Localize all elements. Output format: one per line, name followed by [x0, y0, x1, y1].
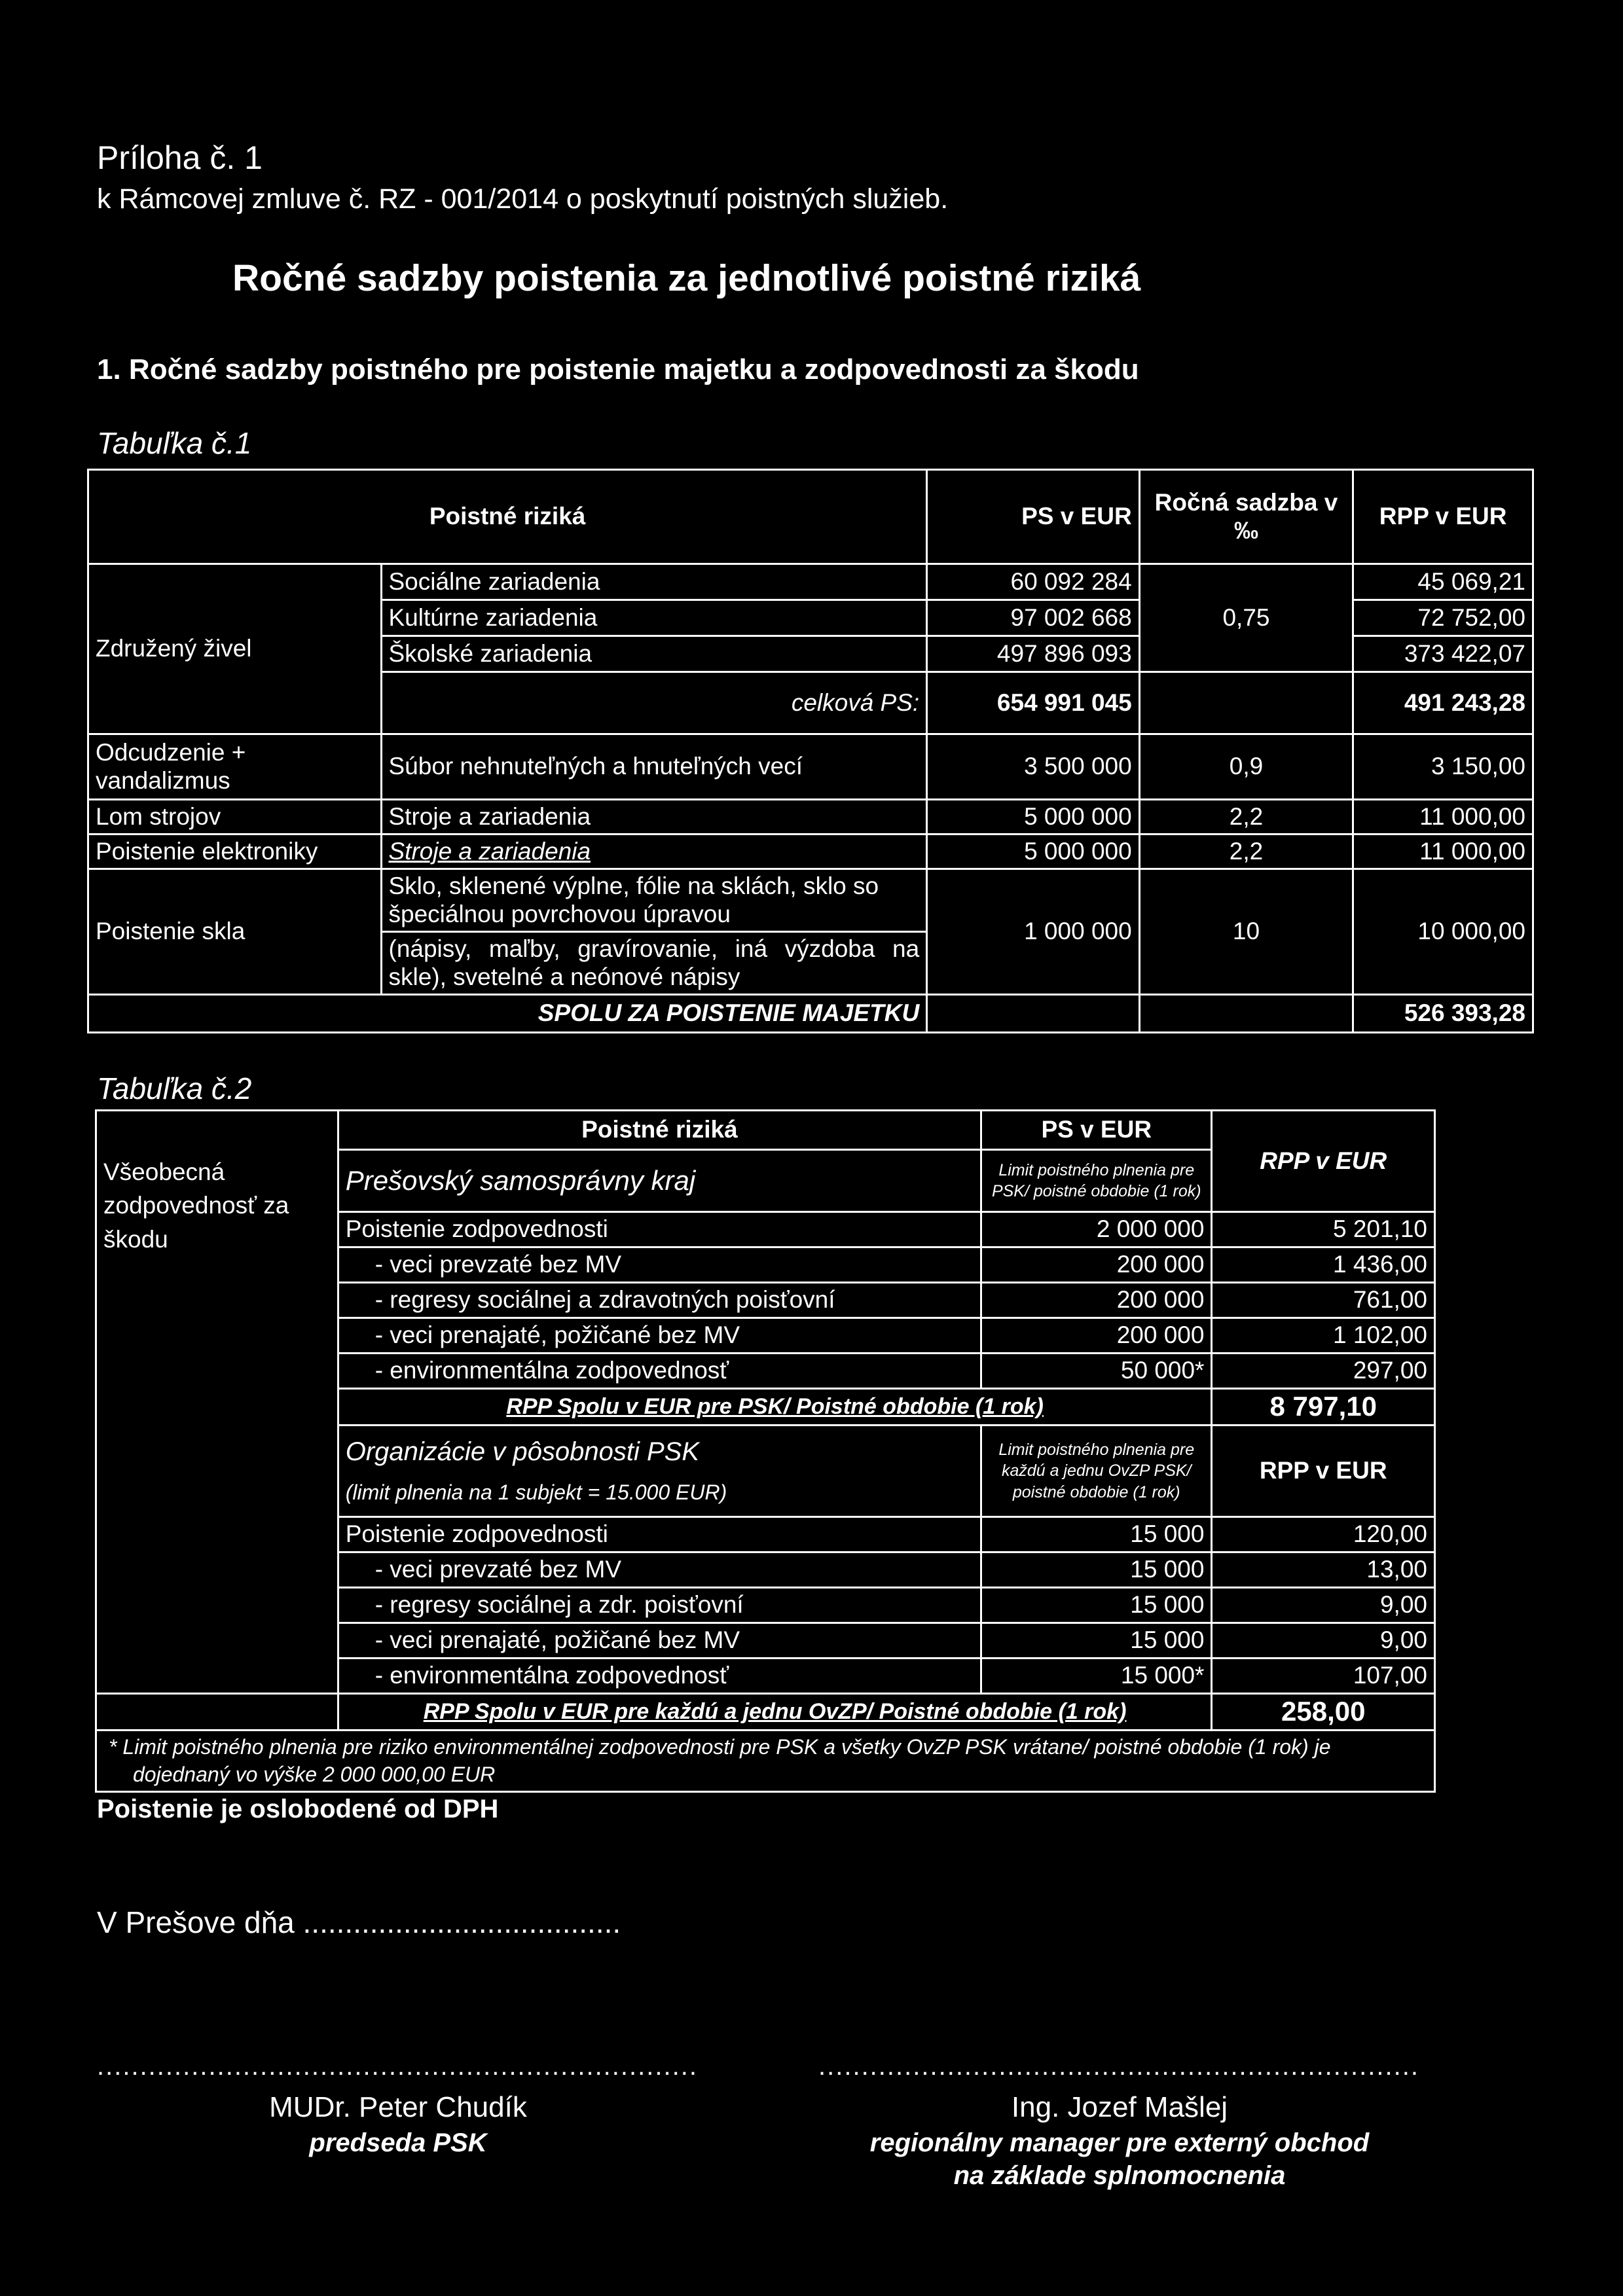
- header-risks: Poistné riziká: [338, 1111, 981, 1150]
- empty-cell: [96, 1694, 338, 1731]
- grand-total-label: SPOLU ZA POISTENIE MAJETKU: [88, 995, 927, 1033]
- annex-title: Príloha č. 1: [97, 139, 263, 176]
- org-name-note: (limit plnenia na 1 subjekt = 15.000 EUR): [345, 1480, 727, 1504]
- signature-line-right: ......................................................................: [818, 2052, 1419, 2081]
- header-rate: Ročná sadzba v ‰: [1139, 470, 1353, 564]
- page-title: Ročné sadzby poistenia za jednotlivé poistné riziká: [232, 257, 1141, 299]
- row-rpp: 5 201,10: [1212, 1212, 1435, 1247]
- row-name: Školské zariadenia: [381, 636, 927, 672]
- group-lom: Lom strojov: [88, 800, 382, 834]
- row-name: - veci prenajaté, požičané bez MV: [338, 1318, 981, 1354]
- row-name: - veci prenajaté, požičané bez MV: [338, 1623, 981, 1659]
- header-rpp: RPP v EUR: [1353, 470, 1533, 564]
- row-ps: 200 000: [981, 1283, 1212, 1318]
- row-name: - veci prevzaté bez MV: [338, 1552, 981, 1588]
- header-risks: Poistné riziká: [88, 470, 927, 564]
- row-rpp: 11 000,00: [1353, 834, 1533, 869]
- org-name-title: Organizácie v pôsobnosti PSK: [345, 1437, 699, 1466]
- row-name: Sociálne zariadenia: [381, 564, 927, 600]
- group-liability: Všeobecná zodpovednosť za škodu: [96, 1150, 338, 1694]
- table-row: [88, 564, 1533, 600]
- footnote: * Limit poistného plnenia pre riziko environmentálnej zodpovednosti pre PSK a všetky OvZP PSK vrátane/ poistné obdobie (1 rok) je dojednaný vo výške 2 000 000,00 EUR: [96, 1731, 1435, 1792]
- row-ps: 5 000 000: [927, 800, 1140, 834]
- total-ps: 654 991 045: [927, 672, 1140, 734]
- table2: [95, 1109, 1436, 1793]
- org-total-rpp: 258,00: [1212, 1694, 1435, 1731]
- section-heading: 1. Ročné sadzby poistného pre poistenie majetku a zodpovednosti za škodu: [97, 353, 1139, 386]
- row-ps: 3 500 000: [927, 734, 1140, 800]
- contract-reference: k Rámcovej zmluve č. RZ - 001/2014 o poskytnutí poistných služieb.: [97, 183, 949, 215]
- right-signatory-role: regionálny manager pre externý obchod: [869, 2128, 1370, 2157]
- place-date: V Prešove dňa ......................................: [97, 1905, 621, 1939]
- row-rpp: 13,00: [1212, 1552, 1435, 1588]
- table-row: [96, 1111, 1435, 1150]
- row-rpp: 9,00: [1212, 1623, 1435, 1659]
- psk-total-rpp: 8 797,10: [1212, 1389, 1435, 1426]
- row-rate: 2,2: [1139, 834, 1353, 869]
- row-rpp: 1 102,00: [1212, 1318, 1435, 1354]
- row-ps: 15 000: [981, 1517, 1212, 1552]
- table-row: [88, 869, 1533, 932]
- row-name: (nápisy, maľby, gravírovanie, iná výzdoba na skle), svetelné a neónové nápisy: [381, 932, 927, 995]
- row-name: Súbor nehnuteľných a hnuteľných vecí: [381, 734, 927, 800]
- table-row: [96, 1731, 1435, 1792]
- row-rpp: 11 000,00: [1353, 800, 1533, 834]
- empty-cell: [1139, 672, 1353, 734]
- row-name: - environmentálna zodpovednosť: [338, 1354, 981, 1389]
- row-ps: 5 000 000: [927, 834, 1140, 869]
- row-rpp: 373 422,07: [1353, 636, 1533, 672]
- row-rpp: 761,00: [1212, 1283, 1435, 1318]
- left-signatory-role: predseda PSK: [309, 2128, 487, 2157]
- row-ps: 15 000*: [981, 1659, 1212, 1694]
- group-odcudzenie: Odcudzenie + vandalizmus: [88, 734, 382, 800]
- row-ps: 97 002 668: [927, 600, 1140, 636]
- row-name: Kultúrne zariadenia: [381, 600, 927, 636]
- empty-cell: [927, 995, 1140, 1033]
- header-ps: PS v EUR: [981, 1111, 1212, 1150]
- group-elektronika: Poistenie elektroniky: [88, 834, 382, 869]
- row-ps: 50 000*: [981, 1354, 1212, 1389]
- empty-cell: [96, 1111, 338, 1150]
- row-rpp: 3 150,00: [1353, 734, 1533, 800]
- zdruzeny-rate: 0,75: [1139, 564, 1353, 672]
- org-total-label: RPP Spolu v EUR pre každú a jednu OvZP/ Poistné obdobie (1 rok): [338, 1694, 1212, 1731]
- row-ps: 200 000: [981, 1318, 1212, 1354]
- header-rpp: RPP v EUR: [1212, 1111, 1435, 1212]
- row-name: - regresy sociálnej a zdr. poisťovní: [338, 1588, 981, 1623]
- row-name: Poistenie zodpovednosti: [338, 1517, 981, 1552]
- table2-label: Tabuľka č.2: [97, 1071, 252, 1105]
- row-ps: 60 092 284: [927, 564, 1140, 600]
- row-rpp: 120,00: [1212, 1517, 1435, 1552]
- row-rpp: 107,00: [1212, 1659, 1435, 1694]
- row-rpp: 72 752,00: [1353, 600, 1533, 636]
- row-name: Stroje a zariadenia: [381, 834, 927, 869]
- group-zdruzeny: Združený živel: [88, 564, 382, 734]
- psk-limit-note: Limit poistného plnenia pre PSK/ poistné obdobie (1 rok): [981, 1150, 1212, 1212]
- table-row: [88, 800, 1533, 834]
- right-signatory-name: Ing. Jozef Mašlej: [1011, 2091, 1228, 2123]
- header-ps: PS v EUR: [927, 470, 1140, 564]
- row-rpp: 10 000,00: [1353, 869, 1533, 995]
- row-ps: 15 000: [981, 1588, 1212, 1623]
- total-ps-label: celková PS:: [381, 672, 927, 734]
- row-rate: 10: [1139, 869, 1353, 995]
- grand-total-rpp: 526 393,28: [1353, 995, 1533, 1033]
- table-row: [88, 995, 1533, 1033]
- row-ps: 15 000: [981, 1623, 1212, 1659]
- vat-note: Poistenie je oslobodené od DPH: [97, 1795, 499, 1823]
- empty-cell: [1139, 995, 1353, 1033]
- row-ps: 1 000 000: [927, 869, 1140, 995]
- row-name: Poistenie zodpovednosti: [338, 1212, 981, 1247]
- total-rpp: 491 243,28: [1353, 672, 1533, 734]
- row-rpp: 297,00: [1212, 1354, 1435, 1389]
- row-name: - environmentálna zodpovednosť: [338, 1659, 981, 1694]
- psk-total-label: RPP Spolu v EUR pre PSK/ Poistné obdobie (1 rok): [338, 1389, 1212, 1426]
- right-signatory-role-2: na základe splnomocnenia: [953, 2161, 1286, 2190]
- row-rpp: 1 436,00: [1212, 1247, 1435, 1283]
- org-name: [338, 1426, 981, 1517]
- table1: [87, 469, 1534, 1033]
- row-name: - veci prevzaté bez MV: [338, 1247, 981, 1283]
- org-limit-note: Limit poistného plnenia pre každú a jednu OvZP PSK/ poistné obdobie (1 rok): [981, 1426, 1212, 1517]
- row-ps: 2 000 000: [981, 1212, 1212, 1247]
- signature-line-left: ......................................................................: [97, 2052, 698, 2081]
- table-row: [88, 834, 1533, 869]
- psk-name: Prešovský samosprávny kraj: [338, 1150, 981, 1212]
- row-rate: 0,9: [1139, 734, 1353, 800]
- row-ps: 200 000: [981, 1247, 1212, 1283]
- row-name: - regresy sociálnej a zdravotných poisťovní: [338, 1283, 981, 1318]
- table-row: [96, 1694, 1435, 1731]
- row-ps: 15 000: [981, 1552, 1212, 1588]
- table-row: [88, 470, 1533, 564]
- table-row: [88, 734, 1533, 800]
- row-rate: 2,2: [1139, 800, 1353, 834]
- row-name: Sklo, sklenené výplne, fólie na sklách, sklo so špeciálnou povrchovou úpravou: [381, 869, 927, 932]
- group-sklo: Poistenie skla: [88, 869, 382, 995]
- row-name: Stroje a zariadenia: [381, 800, 927, 834]
- table1-label: Tabuľka č.1: [97, 426, 252, 460]
- row-rpp: 45 069,21: [1353, 564, 1533, 600]
- left-signatory-name: MUDr. Peter Chudík: [269, 2091, 527, 2123]
- row-rpp: 9,00: [1212, 1588, 1435, 1623]
- org-rpp-header: RPP v EUR: [1212, 1426, 1435, 1517]
- row-ps: 497 896 093: [927, 636, 1140, 672]
